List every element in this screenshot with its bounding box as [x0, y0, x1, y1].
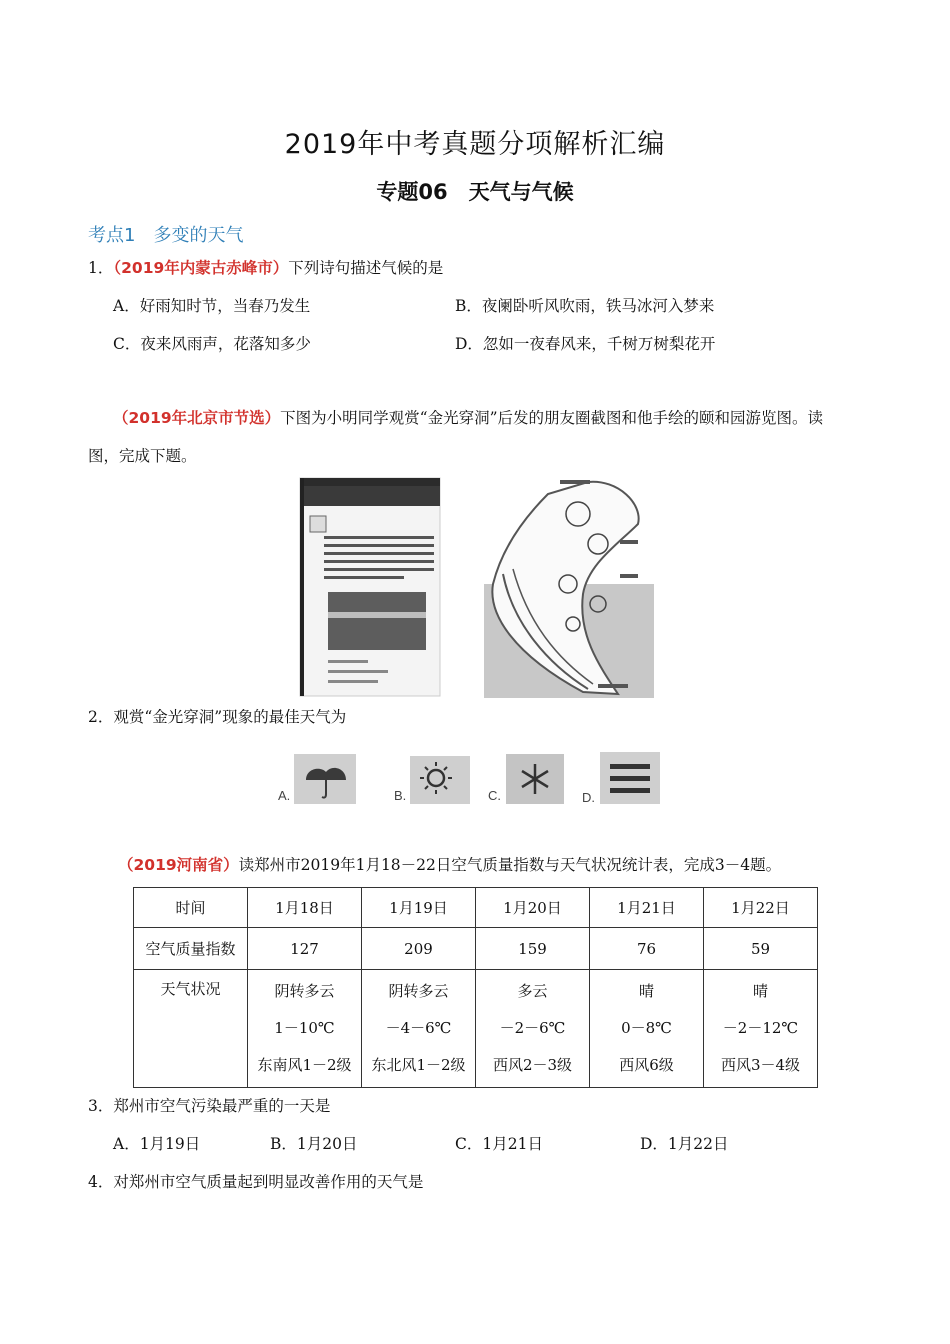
weather-condition: 阴转多云 [274, 982, 335, 1000]
table-cell: 209 [362, 928, 476, 970]
document-title: 2019年中考真题分项解析汇编 [284, 129, 666, 160]
question-number: 3． [88, 1097, 114, 1115]
question-2 [88, 706, 346, 728]
option-a: A．1月19日 [113, 1135, 201, 1153]
question-number: 2． [88, 708, 114, 726]
question-3 [88, 1095, 330, 1117]
wind: 西风2－3级 [492, 1056, 573, 1074]
option-d: D．忽如一夜春风来，千树万树梨花开 [455, 335, 716, 353]
intro-text: 读郑州市2019年1月18－22日空气质量指数与天气状况统计表，完成3－4题。 [238, 856, 782, 874]
weather-condition: 晴 [752, 982, 768, 1000]
temperature-range: －4－6℃ [385, 1019, 452, 1037]
question-stem: 下列诗句描述气候的是 [288, 259, 444, 277]
rain-cloud-icon [294, 754, 356, 804]
option-b: B．1月20日 [270, 1135, 358, 1153]
table-header-cell: 1月22日 [704, 888, 818, 928]
henan-intro [118, 854, 781, 876]
beijing-figure [298, 474, 654, 698]
weather-icons-svg [276, 752, 666, 808]
question-stem: 观赏“金光穿洞”现象的最佳天气为 [113, 708, 347, 726]
weather-condition: 晴 [638, 982, 654, 1000]
question-4 [88, 1171, 423, 1193]
option-b: B．夜阑卧听风吹雨，铁马冰河入梦来 [455, 297, 715, 315]
intro-text: 下图为小明同学观赏“金光穿洞”后发的朋友圈截图和他手绘的颐和园游览图。读 [280, 409, 823, 427]
table-header-cell: 时间 [134, 888, 248, 928]
table-cell [362, 970, 476, 1088]
option-label-a: A. [278, 788, 291, 803]
table-cell: 127 [248, 928, 362, 970]
option-label-b: B. [394, 788, 407, 803]
question-stem: 对郑州市空气质量起到明显改善作用的天气是 [113, 1173, 424, 1191]
table-header-cell: 1月19日 [362, 888, 476, 928]
document-subtitle: 专题06 天气与气候 [376, 180, 574, 204]
sun-icon [410, 756, 470, 804]
table-cell [248, 970, 362, 1088]
temperature-range: －2－12℃ [722, 1019, 799, 1037]
beijing-intro-line2: 图，完成下题。 [88, 447, 197, 465]
question-source: （2019年北京市节选） [113, 409, 281, 427]
question-source: （2019年内蒙古赤峰市） [113, 259, 289, 277]
table-cell: 76 [590, 928, 704, 970]
table-row-label: 空气质量指数 [134, 928, 248, 970]
table-cell [590, 970, 704, 1088]
table-header-row [134, 888, 818, 928]
fog-icon [600, 752, 660, 804]
table-row-weather [134, 970, 818, 1088]
question-stem: 郑州市空气污染最严重的一天是 [113, 1097, 331, 1115]
weather-condition: 阴转多云 [388, 982, 449, 1000]
temperature-range: －2－6℃ [499, 1019, 566, 1037]
option-c: C．1月21日 [455, 1135, 543, 1153]
table-header-cell: 1月21日 [590, 888, 704, 928]
table-cell [476, 970, 590, 1088]
weather-condition: 多云 [517, 982, 548, 1000]
air-quality-table [133, 887, 818, 1088]
table-header-cell: 1月20日 [476, 888, 590, 928]
table-cell [704, 970, 818, 1088]
temperature-range: 1－10℃ [274, 1019, 335, 1037]
option-d: D．1月22日 [640, 1135, 729, 1153]
question-number: 1． [88, 259, 114, 277]
option-c: C．夜来风雨声，花落知多少 [113, 335, 311, 353]
wind: 东北风1－2级 [371, 1056, 466, 1074]
temperature-range: 0－8℃ [621, 1019, 672, 1037]
figure-image [298, 474, 654, 698]
question-number: 4． [88, 1173, 114, 1191]
snowflake-icon [506, 754, 564, 804]
table-cell: 159 [476, 928, 590, 970]
section-heading: 考点1 多变的天气 [88, 225, 244, 246]
wind: 西风3－4级 [720, 1056, 801, 1074]
table-row-label: 天气状况 [134, 970, 248, 1088]
wind: 东南风1－2级 [257, 1056, 352, 1074]
question-1 [88, 257, 443, 279]
option-a: A．好雨知时节，当春乃发生 [113, 297, 311, 315]
weather-icon-options [276, 752, 666, 808]
option-label-c: C. [488, 788, 501, 803]
phone-screenshot [300, 478, 440, 696]
table-cell: 59 [704, 928, 818, 970]
question-source: （2019河南省） [118, 856, 239, 874]
table-row-aqi [134, 928, 818, 970]
option-label-d: D. [582, 790, 595, 805]
table-header-cell: 1月18日 [248, 888, 362, 928]
wind: 西风6级 [619, 1056, 674, 1074]
hand-drawn-map [484, 480, 654, 698]
beijing-intro-line1 [113, 407, 823, 429]
